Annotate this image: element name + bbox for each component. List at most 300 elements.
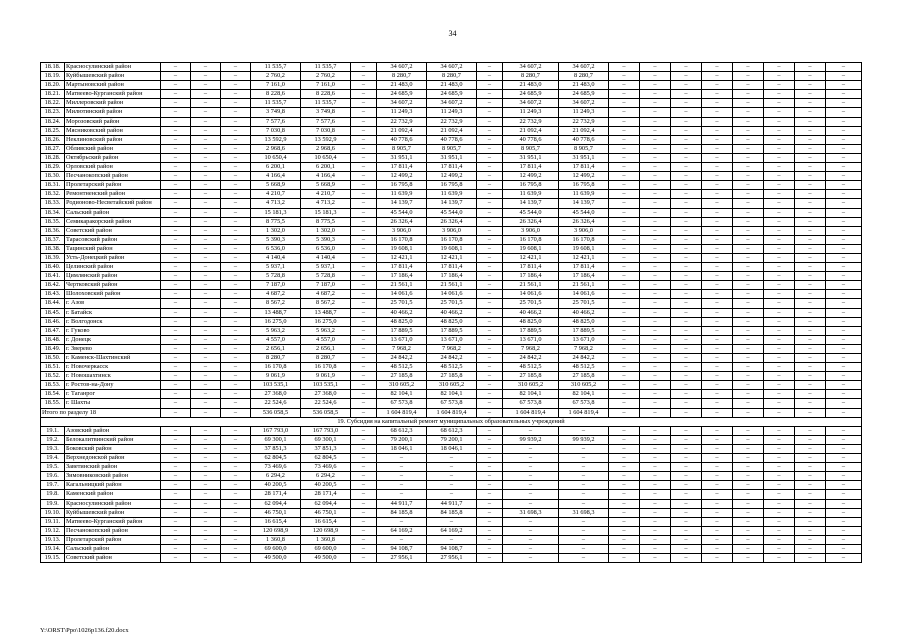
cell-value: – [609,544,640,553]
cell-value: – [640,90,671,99]
cell-value: 11 249,3 [427,108,477,117]
cell-value: – [161,472,191,481]
cell-value: – [671,72,702,81]
cell-value: – [609,390,640,399]
cell-value: – [764,181,795,190]
cell-value: – [351,372,377,381]
row-name: Семикаракорский район [65,217,161,226]
cell-value: – [351,235,377,244]
cell-value: – [221,108,251,117]
cell-value: 2 656,1 [301,344,351,353]
row-number: 19.12. [41,526,65,535]
cell-value: – [702,454,733,463]
cell-value: 40 466,2 [377,308,427,317]
cell-value: – [161,308,191,317]
cell-value: – [609,454,640,463]
cell-value: – [559,463,609,472]
cell-value: – [764,372,795,381]
cell-value: 15 181,3 [251,208,301,217]
cell-value: – [351,290,377,299]
cell-value: – [671,81,702,90]
cell-value: – [795,163,826,172]
cell-value: – [609,63,640,72]
cell-value: – [795,144,826,153]
cell-value: – [503,444,559,453]
cell-value: 40 200,5 [251,481,301,490]
cell-value: – [764,272,795,281]
cell-value: – [702,308,733,317]
cell-value: – [477,399,503,408]
cell-value: 31 951,1 [427,153,477,162]
row-number: 19.14. [41,544,65,553]
cell-value: – [161,444,191,453]
cell-value: – [477,381,503,390]
cell-value: – [826,399,862,408]
cell-value: – [702,408,733,417]
cell-value: – [826,135,862,144]
cell-value: 8 280,7 [503,72,559,81]
cell-value: 16 615,4 [251,517,301,526]
table-row [41,363,862,372]
cell-value: – [671,508,702,517]
cell-value: – [559,472,609,481]
cell-value: – [733,72,764,81]
cell-value: 27 185,8 [427,372,477,381]
cell-value: 2 968,6 [251,144,301,153]
cell-value: 12 499,2 [503,172,559,181]
cell-value: – [351,490,377,499]
cell-value: – [609,235,640,244]
cell-value: 11 639,9 [559,190,609,199]
cell-value: – [764,290,795,299]
table-row [41,308,862,317]
cell-value: – [826,554,862,563]
cell-value: – [503,472,559,481]
row-name: Белокалитвинский район [65,435,161,444]
cell-value: – [221,217,251,226]
cell-value: 4 166,4 [301,172,351,181]
cell-value: – [671,217,702,226]
cell-value: 310 605,2 [427,381,477,390]
cell-value: – [640,526,671,535]
cell-value: 17 889,5 [427,326,477,335]
cell-value: – [351,199,377,208]
row-name: г. Таганрог [65,390,161,399]
cell-value: – [161,226,191,235]
cell-value: 5 937,1 [301,263,351,272]
cell-value: – [702,199,733,208]
cell-value: 1 604 819,4 [427,408,477,417]
cell-value: – [609,99,640,108]
table-row [41,99,862,108]
row-number: 19.9. [41,499,65,508]
cell-value: – [609,426,640,435]
cell-value: – [795,235,826,244]
cell-value: – [702,526,733,535]
cell-value: – [221,81,251,90]
cell-value: 11 535,7 [251,99,301,108]
cell-value: 17 186,4 [503,272,559,281]
cell-value: 13 488,7 [251,308,301,317]
cell-value: – [826,363,862,372]
cell-value: – [477,108,503,117]
row-number: 18.40. [41,263,65,272]
cell-value: 536 058,5 [301,408,351,417]
table-row [41,108,862,117]
cell-value: – [477,354,503,363]
cell-value: 24 842,2 [377,354,427,363]
cell-value: – [702,90,733,99]
cell-value: 40 200,5 [301,481,351,490]
cell-value: – [191,454,221,463]
cell-value: – [191,408,221,417]
cell-value: – [351,144,377,153]
cell-value: – [191,526,221,535]
cell-value: 4 140,4 [301,253,351,262]
cell-value: 22 732,9 [559,117,609,126]
cell-value: – [764,263,795,272]
cell-value: – [221,90,251,99]
table-row [41,454,862,463]
cell-value: – [764,463,795,472]
cell-value: – [702,244,733,253]
cell-value: – [503,481,559,490]
row-name: Усть-Донецкий район [65,253,161,262]
row-name: Чертковский район [65,281,161,290]
cell-value: – [191,281,221,290]
cell-value: 17 186,4 [427,272,477,281]
cell-value: 13 488,7 [301,308,351,317]
cell-value: 17 889,5 [377,326,427,335]
row-name: г. Ростов-на-Дону [65,381,161,390]
row-number: 18.18. [41,63,65,72]
cell-value: – [764,426,795,435]
cell-value: 16 170,8 [559,235,609,244]
cell-value: – [351,335,377,344]
row-number: 18.50. [41,354,65,363]
cell-value: – [477,263,503,272]
cell-value: – [221,399,251,408]
cell-value: – [826,217,862,226]
table-row [41,190,862,199]
cell-value: 6 536,0 [301,244,351,253]
cell-value: – [795,172,826,181]
cell-value: – [764,317,795,326]
cell-value: – [826,253,862,262]
cell-value: 4 210,7 [251,190,301,199]
cell-value: 25 701,5 [559,299,609,308]
cell-value: – [477,63,503,72]
total-row [41,408,862,417]
cell-value: – [733,544,764,553]
row-number: 18.52. [41,372,65,381]
cell-value: – [795,344,826,353]
cell-value: – [733,272,764,281]
cell-value: – [559,426,609,435]
cell-value: – [702,435,733,444]
cell-value: – [640,481,671,490]
cell-value: – [609,481,640,490]
cell-value: – [640,444,671,453]
cell-value: 22 732,9 [377,117,427,126]
cell-value: – [764,499,795,508]
cell-value: – [351,444,377,453]
row-number: 18.36. [41,226,65,235]
cell-value: – [702,217,733,226]
cell-value: 46 750,1 [251,508,301,517]
cell-value: – [221,117,251,126]
cell-value: 48 825,0 [559,317,609,326]
section-title: 19. Субсидия на капитальный ремонт муниципальных образовательных учреждений [41,417,862,426]
table-row [41,253,862,262]
cell-value: – [609,117,640,126]
cell-value: 8 905,7 [559,144,609,153]
cell-value: – [559,444,609,453]
cell-value: – [351,399,377,408]
cell-value: – [351,226,377,235]
cell-value: – [477,308,503,317]
cell-value: 21 092,4 [503,126,559,135]
cell-value: – [671,144,702,153]
cell-value: 7 030,8 [301,126,351,135]
row-name: Песчанокопский район [65,172,161,181]
cell-value: – [764,326,795,335]
cell-value: – [671,399,702,408]
cell-value: – [191,463,221,472]
cell-value: – [640,108,671,117]
cell-value: – [161,72,191,81]
cell-value: – [609,299,640,308]
table-row [41,181,862,190]
cell-value: – [161,99,191,108]
cell-value: 67 573,8 [377,399,427,408]
cell-value: – [640,117,671,126]
row-name: г. Гуково [65,326,161,335]
cell-value: 25 701,5 [377,299,427,308]
cell-value: 12 421,1 [503,253,559,262]
cell-value: – [795,535,826,544]
cell-value: – [221,144,251,153]
row-number: 18.45. [41,308,65,317]
cell-value: – [377,535,427,544]
cell-value: – [351,63,377,72]
cell-value: 8 280,7 [251,354,301,363]
cell-value: 27 956,1 [427,554,477,563]
cell-value: – [826,63,862,72]
cell-value: – [477,508,503,517]
cell-value: 82 104,1 [377,390,427,399]
cell-value: 14 139,7 [377,199,427,208]
cell-value: – [609,181,640,190]
cell-value: – [609,244,640,253]
cell-value: – [221,435,251,444]
row-name: Родионово-Несветайский район [65,199,161,208]
cell-value: – [161,354,191,363]
cell-value: 3 906,0 [503,226,559,235]
cell-value: – [826,172,862,181]
cell-value: – [351,190,377,199]
cell-value: – [826,472,862,481]
cell-value: 48 512,5 [503,363,559,372]
cell-value: – [764,435,795,444]
cell-value: – [733,217,764,226]
cell-value: – [795,435,826,444]
cell-value: 40 466,2 [559,308,609,317]
cell-value: – [221,172,251,181]
cell-value: 22 524,6 [301,399,351,408]
cell-value: – [640,135,671,144]
cell-value: – [161,281,191,290]
cell-value: – [826,72,862,81]
cell-value: – [733,463,764,472]
cell-value: – [702,99,733,108]
cell-value: – [795,153,826,162]
table-row [41,272,862,281]
cell-value: – [826,208,862,217]
cell-value: – [351,381,377,390]
cell-value: – [477,390,503,399]
table-row [41,526,862,535]
cell-value: 13 671,0 [377,335,427,344]
cell-value: 11 535,7 [251,63,301,72]
cell-value: – [221,99,251,108]
cell-value: – [826,272,862,281]
cell-value: 22 524,6 [251,399,301,408]
cell-value: 16 275,0 [301,317,351,326]
cell-value: 4 140,4 [251,253,301,262]
cell-value: 25 701,5 [503,299,559,308]
cell-value: 48 512,5 [559,363,609,372]
cell-value: – [826,463,862,472]
cell-value: – [733,317,764,326]
budget-table [40,62,862,563]
cell-value: 5 937,1 [251,263,301,272]
cell-value: – [702,263,733,272]
cell-value: – [733,526,764,535]
cell-value: – [221,299,251,308]
cell-value: – [764,135,795,144]
cell-value: – [795,454,826,463]
cell-value: – [733,372,764,381]
cell-value: – [764,99,795,108]
cell-value: 82 104,1 [503,390,559,399]
cell-value: – [702,226,733,235]
cell-value: – [795,108,826,117]
cell-value: – [559,490,609,499]
row-name: г. Новочеркасск [65,363,161,372]
cell-value: – [764,472,795,481]
cell-value: 19 608,1 [377,244,427,253]
row-name: Зимовниковский район [65,472,161,481]
row-name: Пролетарский район [65,535,161,544]
cell-value: – [640,399,671,408]
row-name: Тарасовский район [65,235,161,244]
cell-value: – [161,435,191,444]
cell-value: – [221,235,251,244]
cell-value: 11 249,3 [503,108,559,117]
cell-value: – [351,72,377,81]
cell-value: – [826,199,862,208]
cell-value: 21 561,1 [503,281,559,290]
cell-value: – [191,372,221,381]
cell-value: – [764,63,795,72]
row-name: Целинский район [65,263,161,272]
row-name: г. Волгодонск [65,317,161,326]
row-name: Матвеево-Курганский район [65,517,161,526]
cell-value: – [161,463,191,472]
cell-value: 24 685,9 [427,90,477,99]
cell-value: – [161,544,191,553]
cell-value: – [671,517,702,526]
cell-value: – [351,153,377,162]
cell-value: – [733,490,764,499]
table-row [41,290,862,299]
cell-value: – [191,472,221,481]
table-row [41,199,862,208]
cell-value: – [795,181,826,190]
cell-value: – [351,435,377,444]
cell-value: 40 466,2 [427,308,477,317]
cell-value: – [640,372,671,381]
cell-value: – [161,290,191,299]
cell-value: – [640,472,671,481]
cell-value: – [609,499,640,508]
total-label: Итого по разделу 18 [41,408,161,417]
cell-value: 120 698,9 [251,526,301,535]
cell-value: – [640,335,671,344]
row-name: Ремонтненский район [65,190,161,199]
cell-value: 26 326,4 [503,217,559,226]
cell-value: – [640,217,671,226]
cell-value: 17 811,4 [427,263,477,272]
cell-value: – [826,235,862,244]
row-number: 19.13. [41,535,65,544]
cell-value: 24 842,2 [503,354,559,363]
cell-value: – [351,217,377,226]
cell-value: – [351,99,377,108]
cell-value: – [764,308,795,317]
cell-value: – [733,508,764,517]
cell-value: – [826,144,862,153]
cell-value: – [221,153,251,162]
cell-value: – [702,235,733,244]
cell-value: – [826,381,862,390]
cell-value: – [377,517,427,526]
cell-value: 73 469,6 [301,463,351,472]
cell-value: 16 170,8 [427,235,477,244]
cell-value: – [221,508,251,517]
cell-value: – [559,499,609,508]
cell-value: 13 671,0 [427,335,477,344]
cell-value: – [559,544,609,553]
cell-value: – [702,163,733,172]
cell-value: 16 795,8 [503,181,559,190]
cell-value: – [221,526,251,535]
cell-value: – [609,444,640,453]
cell-value: – [477,535,503,544]
cell-value: 120 698,9 [301,526,351,535]
cell-value: – [221,281,251,290]
table-row [41,117,862,126]
cell-value: 62 804,5 [251,454,301,463]
cell-value: 1 360,8 [251,535,301,544]
cell-value: – [609,72,640,81]
cell-value: – [795,244,826,253]
cell-value: – [477,244,503,253]
cell-value: 14 061,6 [503,290,559,299]
cell-value: – [503,426,559,435]
cell-value: – [161,408,191,417]
